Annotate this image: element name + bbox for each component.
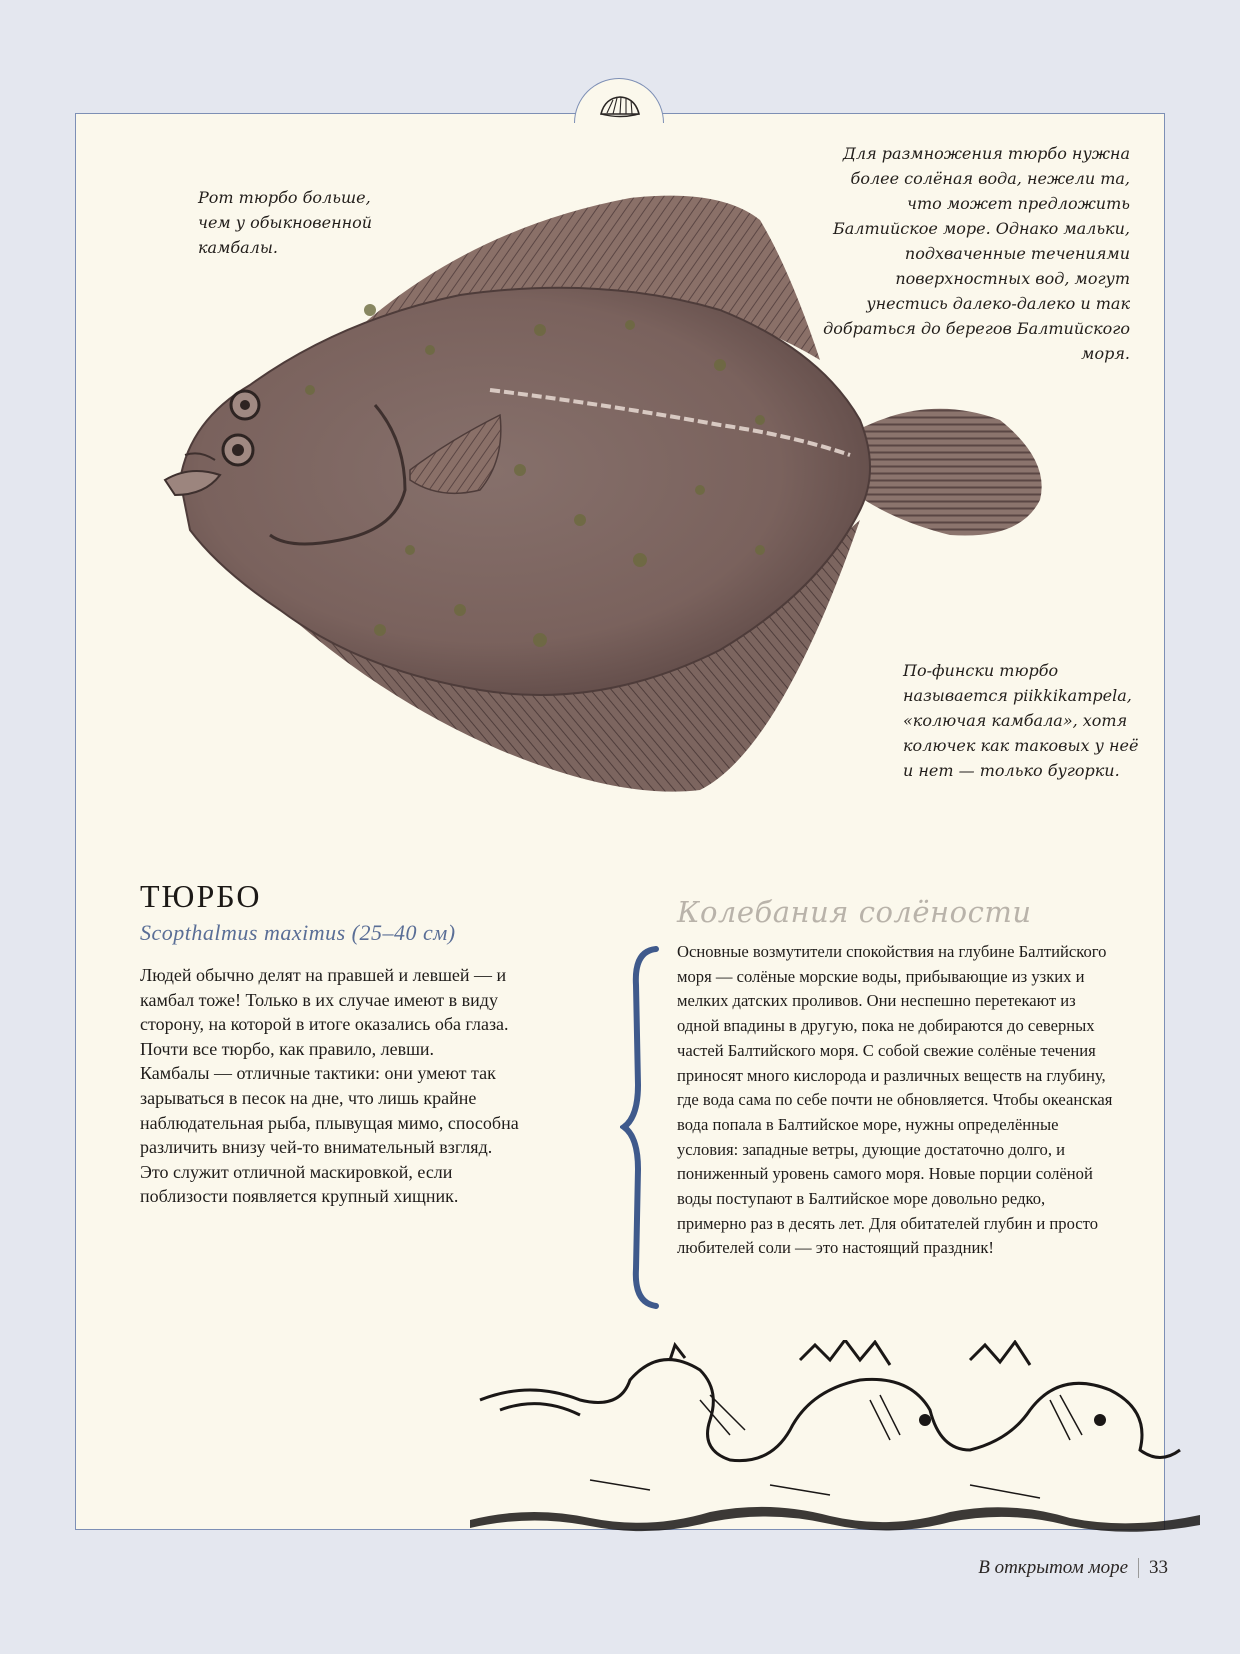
caption-mouth: Рот тюрбо больше, чем у обыкновенной камбалы. bbox=[198, 188, 373, 257]
article-title: ТЮРБО bbox=[140, 878, 262, 914]
article-paragraph: Камбалы — отличные тактики: они умеют так зарываться в песок на дне, что лишь крайне наблюдательная рыба, плывущая мимо, способна различить внизу чей-то внимательный взгляд. Это служит отличной маскировкой, если поблизости появляется крупный хищник. bbox=[140, 1063, 519, 1207]
curly-brace-icon bbox=[620, 945, 662, 1310]
shell-icon bbox=[595, 92, 645, 122]
sidebar-text: Основные возмутители спокойствия на глубине Балтийского моря — солёные морские воды, прибывающие из узких и мелких датских проливов. Они неспешно перетекают из одной впадины в другую, пока не добираются до северных частей Балтийского моря. С собой свежие солёные течения приносят много кислорода и различных веществ на глубину, где вода сама по себе почти не обновляется. Чтобы океанская вода попала в Балтийское море, нужны определённые условия: западные ветры, дующие достаточно долго, и пониженный уровень самого моря. Новые порции солёной воды поступают в Балтийское море довольно редко, примерно раз в десять лет. Для обитателей глубин и просто любителей соли — это настоящий праздник! bbox=[677, 942, 1113, 1258]
sea-serpent-illustration bbox=[470, 1340, 1200, 1540]
page-footer bbox=[978, 1557, 1168, 1579]
footer-section: В открытом море bbox=[978, 1557, 1128, 1578]
sidebar-heading: Колебания солёности bbox=[677, 895, 1032, 929]
footer-separator bbox=[1138, 1558, 1139, 1578]
article-paragraph: Людей обычно делят на правшей и левшей — и камбал тоже! Только в их случае имеют в виду сторону, на которой в итоге оказались оба глаза. Почти все тюрбо, как правило, левши. bbox=[140, 965, 509, 1059]
page-number: 33 bbox=[1149, 1557, 1168, 1578]
article-body bbox=[140, 963, 520, 1209]
caption-salt: Для размножения тюрбо нужна более солёная вода, нежели та, что может предложить Балтийское море. Однако мальки, подхваченные течениями поверхностных вод, могут унестись далеко-далеко и так добраться до берегов Балтийского моря. bbox=[823, 144, 1130, 363]
caption-finnish: По-фински тюрбо называется piikkikampela, «колючая камбала», хотя колючек как таковых у неё и нет — только бугорки. bbox=[903, 661, 1139, 780]
latin-name: Scopthalmus maximus (25–40 см) bbox=[140, 920, 456, 945]
